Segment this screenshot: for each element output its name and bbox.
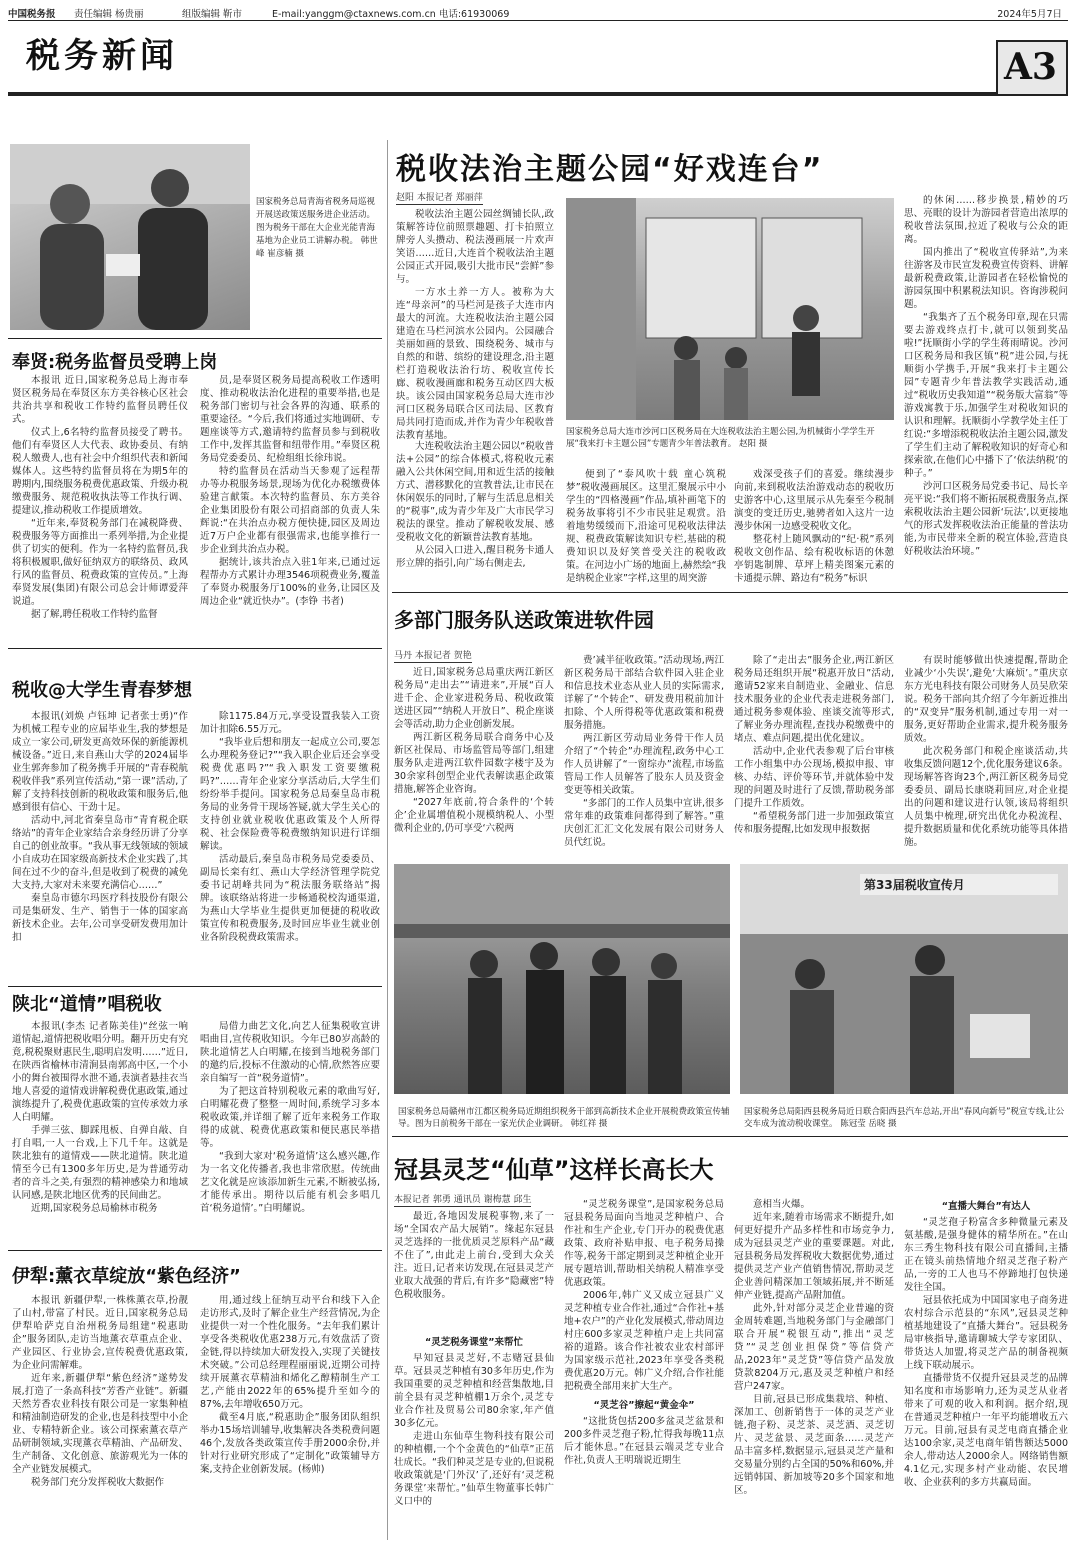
main3-col4: 意相当火爆。 近年来,随着市场需求不断提升,如何更好提升产品多样性和市场竞争力,成为冠县灵芝产业的重要课题。对此,冠县税务局发挥税收大数据优势,通过提供灵芝产业产值销售情况,帮助灵芝企业善问精深加工领域拓展,并不断延伸产业链,提高产品附加值。 此外,针对部分灵芝企业普遍的资金周转难题,当地税务部门与金融部门联合开展“税银互动”,推出“灵芝贷”“灵芝创业担保贷”等信贷产品,2023年“灵芝贷”等信贷产品发放贷款8204万元,惠及灵芝种植户和经营户247家。 目前,冠县已形成集栽培、种植、深加工、创新销售于一体的灵芝产业链,孢子粉、灵芝茶、灵芝酒、灵芝切片、灵芝盆景、灵芝面条……灵芝产品丰富多样,数据显示,冠县灵芝产量和交易量分别约占全国的50%和60%,并远销韩国、新加坡等20多个国家和地区。 — [734, 1199, 894, 1496]
main3-byline: 本报记者 郭勇 通讯员 谢梅慧 邱生 — [394, 1195, 532, 1205]
main2-byline: 马丹 本报记者 贺艳 — [394, 651, 472, 661]
photo-bus-classroom-art — [740, 864, 1068, 1094]
story1-title: 奉贤:税务监督员受聘上岗 — [12, 352, 218, 373]
main2-col1: 近日,国家税务总局重庆两江新区税务局“走出去”“请进来”,开展“百人进千企、企业家进税务局、税收政策送进区园”“纳税人开放日”、税企座谈会等活动,助力企业创新发展。 两江新区税务局联合商务中心及新区社保局、市场监管局等部门,组建服务队走进两江软件园数字楼宇及为30余家科创型企业代表解读惠企政策措施,解答企业咨询。 “2027年底前,符合条件的‘个转企’企业属增值税小规模纳税人、小型微利企业的,仍可享受‘六税两 — [394, 667, 554, 834]
photo-solar-visit — [394, 864, 730, 1094]
story1-col1: 本报讯 近日,国家税务总局上海市奉贤区税务局在奉贤区东方美谷核心区社会共治共享和税收工作特约监督员聘任仪式。 仪式上,6名特约监督员接受了聘书。他们有奉贤区人大代表、政协委员、有纳税人缴费人,也有社会中介组织代表和新闻媒体人。这些特约监督员将在为期5年的聘期内,围绕服务税费优惠政策、升级办税缴费服务、规范税收执法等工作执行调、提建议,推动税收工作提质增效。 “近年来,奉贤税务部门在减税降费、税费服务等方面推出一系列举措,为企业提供了切实的便利。作为一名特约监督员,我将积极履职,做好征纳双方的联络员、政风行风的监督员、税费政策的宣传员。”上海奉贤发展(集团)有限公司总会计师谭爱萍说道。 据了解,聘任税收工作特约监督 — [12, 375, 188, 620]
photo-solar-visit-art — [394, 864, 730, 1094]
story2-col2: 除1175.84万元,享受设置我装入工资加计扣除6.55万元。 “我毕业后想和朋友一起成立公司,要怎么办理税务登记?”“我入职企业后还会享受税费优惠吗?”“我入职发工资要缴税吗?”……青年企业家分享活动后,大学生们纷纷举手提问。国家税务总局秦皇岛市税务局的业务骨干现场答疑,就大学生关心的支持创业就业税收优惠政策及个人所得税、社会保险费等税费缴纳知识进行详细解读。 活动最后,秦皇岛市税务局党委委员、副局长栾有红、燕山大学经济管理学院党委书记胡峰共同为“税法服务联络站”揭牌。该联络站将进一步畅通税校沟通渠道,为燕山大学毕业生提供更加便捷的税收政策宣传和税费服务,及时回应毕业生就业创业各阶段税费政策需求。 — [200, 711, 380, 943]
photo-bus-caption: 国家税务总局阳西县税务局近日联合阳西县汽车总站,开出“春风向新号”税宣专线,让公交车成为流动税收课堂。 陈冠莹 岳晓 摄 — [744, 1107, 1065, 1129]
story4-title: 伊犁:薰衣草绽放“紫色经济” — [12, 1266, 241, 1287]
story3-title: 陕北“道情”唱税收 — [12, 994, 162, 1015]
photo-bus-classroom — [740, 864, 1068, 1094]
main1-caption: 国家税务总局大连市沙河口区税务局在大连税收法治主题公园,为机械街小学学生开展“我来打卡主题公园”专题青少年普法教育。 赵阳 摄 — [566, 427, 875, 449]
main1-byline: 赵阳 本报记者 郑丽萍 — [396, 193, 483, 203]
main2-col4: 有误时能够做出快速提醒,帮助企业减少‘小失误’,避免‘大麻烦’。”重庆京东方光电科技有限公司财务人员吴欣荣说。税务干部向其介绍了今年新近推出的“双变异”服务机制,通过专用一对一服务,更好帮助企业需求,提升税务服务质效。 此次税务部门和税企座谈活动,共收集反馈问题12个,优化服务建议6条。现场解答咨询23个,两江新区税务局党委委员、副局长康晓莉回应,对企业提出的问题和建议进行认领,该局将组织人员集中梳理,研究出优化办税流程、提升数据质量和优化系统功能等具体措施。 — [904, 655, 1068, 848]
bus-sign: 第33届税收宣传月 — [860, 874, 1058, 895]
editor-credit: 责任编辑 杨贵丽 — [74, 9, 144, 20]
section-rule — [8, 92, 996, 96]
issue-date: 2024年5月7日 — [997, 9, 1062, 20]
masthead-bar — [8, 4, 1068, 20]
photo-solar-visit-credit: 韩红祥 摄 — [570, 1119, 608, 1129]
photo-tax-officers-art — [10, 144, 250, 330]
photo-solar-visit-caption: 国家税务总局赣州市江都区税务局近期组织税务干部到高新技术企业开展税费政策宣传辅导。图为日前税务干部在一家光伏企业调研。 韩红祥 摄 — [398, 1107, 730, 1129]
story3-col1: 本报讯(李杰 记者陈美佳)“丝弦一响道情起,道情把税收唱分明。翻开历史有究竟,税税聚财惠民生,聪明启发明……”近日,在陕西省榆林市清涧县南郭高中区,一个小小的舞台被围得水泄不通,表演者悬挂衣当地人喜爱的道情戏讲解税费优惠政策,通过演练提升了,税费优惠政策的宣传承效力承人白明耀。 手弹三弦、脚踩甩板、自弹自敲、自打自唱,一人一台戏,上下几千年。这就是陕北独有的道情戏——陕北道情。陕北道情至今已有1300多年历史,是为普通劳动者的音斗之美,有强烈的精神感染力和地域认同感,是陕北地区优秀的民间曲艺。 近期,国家税务总局榆林市税务 — [12, 1021, 188, 1214]
section-title: 税务新闻 — [26, 36, 178, 76]
photo-tax-park — [566, 198, 894, 420]
photo-tax-park-art — [566, 198, 894, 420]
photo-bus-credit: 陈冠莹 岳晓 摄 — [840, 1119, 897, 1129]
main1-lower-col2: 戏深受孩子们的喜爱。继续漫步向前,来到税收法治游戏动态的税收历史游客中心,这里展示从先秦至今税制演变的变迁历史,驰骋者如入这片一边漫步休闲一边感受税收文化。 整花村上随风飘动的“纪·税”系列税收文创作品、绘有税收标语的休憩亭钥匙制牌、草坪上精美图案元素的卡通提示牌、路边有“税务”标识 — [734, 469, 894, 584]
story4-col1: 本报讯 新疆伊犁,一株株薰衣草,扮靓了山村,带富了村民。近日,国家税务总局伊犁哈萨克自治州税务局组建“税惠助企”服务团队,走访当地薰衣草重点企业、产业园区、行业协会,宣传税费优惠政策,为企业问需解难。 近年来,新疆伊犁“紫色经济”遂势发展,打造了一条高科技“芳香产业链”。新疆天然芳香农业科技有限公司是一家集种植和精油制造研发的企业,也是科技型中小企业、专精特新企业。该公司探索薰衣草产品研制领域,实现薰衣草精油、产品研发、生产制备、文化创意、旅游观光为一体的全产业链发展模式。 税务部门充分发挥税收大数据作 — [12, 1295, 188, 1488]
main3-title: 冠县灵芝“仙草”这样长高长大 — [394, 1156, 714, 1184]
story4-col2: 用,通过线上征纳互动平台和线下入企走访形式,及时了解企业生产经营情况,为企业提供一对一个性化服务。“去年我们累计享受各类税收优惠238万元,有效盘活了资金链,得以持续加大研发投入,实现了关键技术突破。”公司总经理程丽丽说,近期公司持续开展薰衣草精油和烯化乙醇精制生产工艺,产能由2022年的65%提升至如今的87%,去年增收650万元。 截至4月底,“税惠助企”服务团队组织举办15场培训辅导,收集解决各类税费问题46个,发放各类政策宣传手册2000余份,并针对行业研究形成了“定制化”政策辅导方案,支持企业创新发展。(杨帅) — [200, 1295, 380, 1475]
main1-lower-col1: 便到了“泰风吹十载 童心筑税梦”税收漫画展区。这里汇聚展示中小学生的“四格漫画”作品,填补画笔下的税务故事将引不少市民驻足观赏。沿着地势缓缓而下,沿途可见税收法律法规、税费政策解读知识专栏,基础的税费知识以及好笑普受关注的税收政策。在河边小广场的地面上,赫然绘“我是纳税企业家”字样,这里的周突游 — [566, 469, 726, 584]
photo-tax-officers-credit: 韩世峰 崔彦楠 摄 — [256, 236, 378, 259]
main1-right-col: 的休闲……移步换景,精妙的巧思、亮眼的设计为游园者营造出浓厚的税收普法氛围,拉近了税收与公众的距离。 国内推出了“税收宣传驿站”,为来往游客及市民宣发税费宣传资料、讲解最新税费政策,让游园者在轻松愉悦的游园氛围中积累税法知识。咨询涉税问题。 “我集齐了五个税务印章,现在只需要去游戏终点打卡,就可以领到奖品啦!”抚顺街小学的学生蒋雨晴说。沙河口区税务局和我区镇“税”进公园,与抚顺街小学携手,开展“我来打卡主题公园”专题青少年普法教学实践活动,通过“税收历史我知道”“税务版大富翁”等游戏寓教于乐,加强学生对税收知识的认识和理解。抚顺街小学教学处主任丁红说:“多增添税税收法治主题公园,激发了学生们主动了解税收知识的好奇心和探索欲,在他们心中播下了‘依法纳税’的种子。” 沙河口区税务局党委书记、局长辛亮平说:“我们将不断拓展税费服务点,探索税收法治主题公园新‘玩法’,以更接地气的形式发挥税收法治正能量的普法功能,为市民带来全新的税宣体验,营造良好税收法治环境。” — [904, 195, 1068, 557]
story1-col2: 员,是奉贤区税务局提高税收工作透明度、推动税收法治化进程的重要举措,也是税务部门密切与社会各界的沟通、联系的重要途径。“今后,我们将通过实地调研、专题座谈等方式,邀请特约监督员参与到税收工作中,发挥其监督和纽带作用。”奉贤区税务局党委委员、纪检组组长徐玮说。 特约监督员在活动当天参观了远程帮办等办税服务场景,现场为优化办税缴费体验建言献策。本次特约监督员、东方美谷企业集团股份有限公司招商部的负责人朱辉说:“在共治点办税方便快捷,园区及周边近7万户企业都有很强需求,也能享推行一步企业到共治点办税。 据统计,该共治点入驻1年来,已通过远程帮办方式累计办理3546项税费业务,覆盖了奉贤办税服务厅100%的业务,让园区及周边企业“就近快办”。(李铮 书者) — [200, 375, 380, 607]
main2-title: 多部门服务队送政策进软件园 — [394, 608, 654, 632]
story2-title: 税收@大学生青春梦想 — [12, 680, 192, 701]
main2-col2: 费’减半征收政策。”活动现场,两江新区税务局干部结合软件园入驻企业和信息技术业态从业人员的实际需求,详解了“个转企”、研发费用税前加计扣除、个人所得税等优惠政策和税费服务措施。 两江新区劳动局业务骨干作人员介绍了“个转企”办理流程,政务中心工作人员讲解了“一窗综办”流程,市场监管局工作人员解答了股东人员及资金变更等相关政策。 “多部门的工作人员集中宣讲,很多常年难的政策难问都得到了解答。”重庆创汇汇汇文化发展有限公司财务人员代红说。 — [564, 655, 724, 848]
page-number-box — [996, 40, 1068, 96]
photo-tax-officers — [10, 144, 250, 330]
main3-col5: “直播大舞台”有达人 “灵芝孢子粉富含多种微量元素及氨基酸,是强身健体的精华所在。”在山东三秀生物科技有限公司直播间,主播正在镜头前热情地介绍灵芝孢子粉产品,一旁的工人也马不停蹄地打包快递发往全国。 冠县依托成为中国国家电子商务进农村综合示范县的“东风”,冠县灵芝种植基地建设了“直播大舞台”。冠县税务局审核指导,邀请聊城大学专家团队、带货达人加盟,将灵芝产品的制备视频上线下联动展示。 直播带货不仅提升冠县灵芝的品牌知名度和市场影响力,还为灵芝从业者带来了可观的收入和利润。据介绍,现在普通灵芝种植户一年平均能增收五六万元。目前,冠县有灵芝电商直播企业达100余家,灵芝电商年销售额达5000余人,带动达人2000余人。网络销售额4.1亿元,实现多村产业动能、农民增收、企业获利的多方共赢局面。 — [904, 1201, 1068, 1488]
main2-col3: 除了“走出去”服务企业,两江新区税务局还组织开展“税惠开放日”活动,邀请52家来自制造业、金融业、信息技术服务业的企业代表走进税务部门,通过税务参观体验、座谈交流等形式,了解业务办理流程,查找办税缴费中的堵点、难点问题,提出优化建议。 活动中,企业代表参观了后台审核工作小组集中办公现场,模拟申报、审核、办结、评价等环节,并就体验中发现的问题及时进行了反馈,帮助税务部门提升工作质效。 “希望税务部门进一步加强政策宣传和服务提醒,比如发现申报数据 — [734, 655, 894, 835]
main1-col2: 大连税收法治主题公园以“税收普法+公园”的综合体模式,将税收元素融入公共休闲空间,用和近生活的接触方式、潜移默化的宣教普法,让市民在休闲娱乐的同时,了解与生活息息相关的“税事”,成为青少年及广大市民学习税法的课堂。推动了解税收发展、感受税收文化的新颖普法教育基地。 从公园入口进入,醒目税务卡通人形立牌的指引,向广场右侧走去, — [396, 441, 554, 569]
story2-col1: 本报讯(刘焕 卢钰坤 记者张士勇)“作为机械工程专业的应届毕业生,我的梦想是成立一家公司,研发更高效环保的新能源机械设备。”近日,来自燕山大学的2024届毕业生郭奔参加了税务携手开展的“青春税航 税收伴我”系列宣传活动,“第一课”活动,了解了支持科技创新的税收政策和服务后,他感到很有信心、干劲十足。 活动中,河北省秦皇岛市“青育税企联络站”的青年企业家结合亲身经历讲了分享自己的创业故事。“我从事无线领域的领域小自成功在国家级高新技术企业实践了,其间在过不少的奋斗,但是收到了税费的减免大支持,大家对未来要充满信心……” 秦皇岛市德尔玛医疗科技股份有限公司是集研发、生产、销售于一体的国家高新技术企业。去年,公司享受研发费用加计扣 — [12, 711, 188, 943]
page-number: A3 — [1004, 46, 1057, 88]
main1-photo-credit: 赵阳 摄 — [739, 439, 768, 449]
contact-info: E-mail:yanggm@ctaxnews.com.cn 电话:61930069 — [272, 9, 510, 20]
main3-col2: “灵芝税务课堂”来帮忙 早知冠县灵芝好,不志赌冠县仙草。冠县灵芝种植有30多年历史,作为我国重要的灵芝种植和经营集散地,目前全县有灵芝种植棚1万余个,灵芝专业合作社及贸易公司80余家,年产值30多亿元。 走进山东仙草生物科技有限公司的种植棚,一个个金黄色的“仙草”正茁壮成长。“我们种灵芝是专业的,但说税收政策就是‘门外汉’了,还好有‘灵芝税务课堂’来帮忙。”仙草生物董事长韩广义口中的 — [394, 1337, 554, 1507]
main3-col1: 最近,各地因发展税事物,来了一场“全国农产品大展销”。缘起东冠县灵芝选择的一批优质灵芝原料产品“藏不住了”,由此走上前台,受到大众关注。近日,记者来访发现,在冠县灵芝产业取大战强的背后,有许多“隐藏密”特色税收服务。 — [394, 1211, 554, 1300]
main3-col3: “灵芝税务课堂”,是国家税务总局冠县税务局面向当地灵芝种植户、合作社和生产企业,专门开办的税费优惠政策、政府补贴申报、电子税务局操作等,税务干部定期到灵芝种植企业开展专题培训,帮助相关纳税人精准享受优惠政策。 2006年,韩广义又成立冠县广义灵芝种植专业合作社,通过“合作社+基地+农户”的产业化发展模式,带动周边村庄600多家灵芝种植户走上共同富裕的道路。该合作社被农业农村部评为国家级示范社,2023年享受各类税费优惠20万元。韩广义介绍,合作社能把税费全部用来扩大生产。 “灵芝谷”擦起“黄金伞” “这批货包括200多盆灵芝盆景和200多件灵芝孢子粉,忙得我每晚11点后才能休息。”在冠县云端灵芝专业合作社,负责人王明瑞说近期生 — [564, 1199, 724, 1466]
paper-name: 中国税务报 — [8, 9, 56, 20]
main1-title: 税收法治主题公园“好戏连台” — [396, 152, 824, 187]
story3-col2: 局借力曲艺文化,向艺人征集税收宣讲唱曲目,宣传税收知识。今年已80岁高龄的陕北道情艺人白明耀,在接到当地税务部门的邀约后,投标不住激动的心情,欣然答应要亲自编写一首“税务道情”。 为了把这首特别税收元素的歌曲写好,白明耀花费了整整一周时间,系统学习多本税收政策,并详细了解了近年来税务工作取得的成就、税费优惠政策和便民惠民举措等。 “我到大家对‘税务道情’这么感兴趣,作为一名文化传播者,我也非常欣慰。传统曲艺文化就是应该添加新生元素,不断被弘扬,才能传承出。期待以后能有机会多唱几首‘税务道情’。”白明耀说。 — [200, 1021, 380, 1214]
column-divider — [387, 140, 388, 1540]
main1-col1: 税收法治主题公园丝绸铺长队,政策解答诗位前照票趣题、打卡拍照立牌旁人头攒动、税法漫画展一片欢声笑语……近日,大连首个税收法治主题公园正式开园,吸引大批市民“尝鲜”参与。 一方水土养一方人。被称为大连“母亲河”的马栏河是孩子大连市内最大的河流。大连税收法治主题公园建造在马栏河滨水公园内。公园融合美丽如画的景致、围绕税务、城市与自然的和谐、缤纷的建设理念,沿主题栏打造税收法治行坊、税收宣传长廊、税收漫画廊和税务互动区四大板块。该公园由国家税务总局大连市沙河口区税务局联合区司法局、区教育局共同打造而成,并作为青少年税收普法教育基地。 — [396, 209, 554, 441]
layout-credit: 组版编辑 靳市 — [182, 9, 243, 20]
masthead-rule — [8, 20, 1068, 21]
photo-tax-officers-caption: 国家税务总局青海省税务局巡视开展送政策送服务进企业活动。图为税务干部在大企业光能青海基地为企业员工讲解办税。 韩世峰 崔彦楠 摄 — [256, 197, 378, 259]
